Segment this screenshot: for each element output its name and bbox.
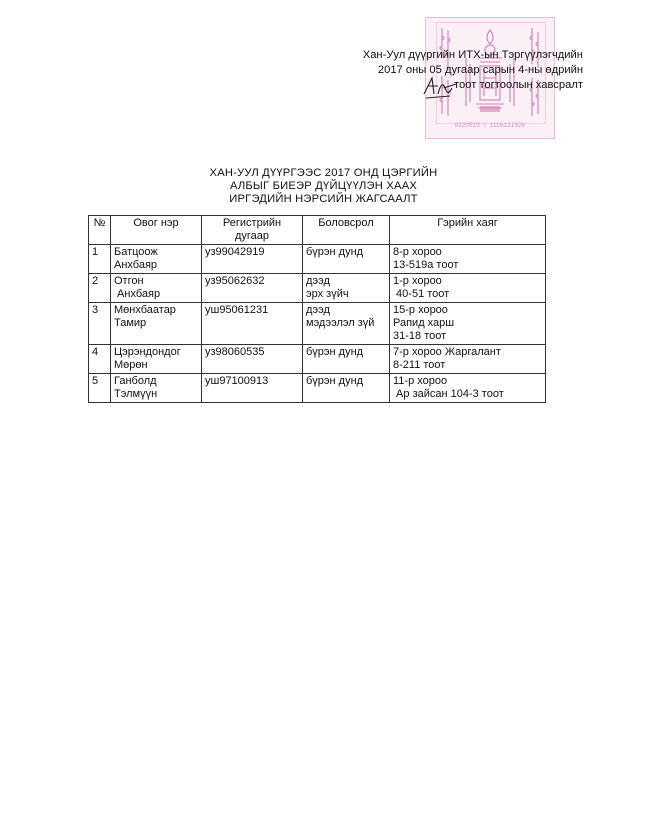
row-register-text: уз98060535 bbox=[205, 346, 265, 358]
row-name-text: Анхбаяр bbox=[114, 288, 161, 300]
row-name bbox=[111, 303, 202, 345]
signature-icon bbox=[420, 74, 460, 100]
stamp-number: 9120513 ☆ 1116121926 bbox=[454, 123, 526, 129]
row-address-text: 13-519а тоот bbox=[393, 259, 459, 271]
row-education bbox=[303, 303, 390, 345]
row-education-text: эрх зүйч bbox=[306, 288, 349, 300]
row-address-text: 11-р хороо bbox=[393, 375, 448, 387]
title-line-3: ИРГЭДИЙН НЭРСИЙН ЖАГСААЛТ bbox=[229, 193, 418, 205]
row-education bbox=[303, 374, 390, 403]
header-line-3: тоот тогтоолын хавсралт bbox=[454, 79, 583, 91]
table-row bbox=[89, 303, 546, 345]
row-address bbox=[390, 245, 546, 274]
row-education bbox=[303, 345, 390, 374]
row-address-text: Рапид харш bbox=[393, 317, 455, 329]
row-name-text: Мөнхбаатар bbox=[114, 304, 176, 316]
row-address bbox=[390, 274, 546, 303]
col-header-register: Регистрийн дугаар bbox=[202, 216, 303, 245]
col-header-name: Овог нэр bbox=[111, 216, 202, 245]
row-number-text: 1 bbox=[92, 246, 99, 258]
row-number-text: 2 bbox=[92, 275, 99, 287]
row-name-text: Анхбаяр bbox=[114, 259, 158, 271]
row-name-text: Цэрэндондог bbox=[114, 346, 181, 358]
table-body bbox=[89, 245, 546, 403]
row-education-text: бүрэн дунд bbox=[306, 246, 364, 258]
row-name-text: Тамир bbox=[114, 317, 147, 329]
row-name-text: Отгон bbox=[114, 275, 144, 287]
row-name bbox=[111, 374, 202, 403]
row-address-text: 8-211 тоот bbox=[393, 359, 446, 371]
row-education-text: дээд bbox=[306, 304, 330, 316]
row-number-text: 4 bbox=[92, 346, 99, 358]
row-education bbox=[303, 274, 390, 303]
row-number-text: 3 bbox=[92, 304, 99, 316]
row-address-text: 1-р хороо bbox=[393, 275, 442, 287]
row-education-text: дээд bbox=[306, 275, 330, 287]
row-address bbox=[390, 303, 546, 345]
row-number-text: 5 bbox=[92, 375, 99, 387]
row-education bbox=[303, 245, 390, 274]
row-number bbox=[89, 303, 111, 345]
row-number bbox=[89, 274, 111, 303]
row-name-text: Тэлмүүн bbox=[114, 388, 158, 400]
table-row bbox=[89, 345, 546, 374]
row-register-text: уз99042919 bbox=[205, 246, 265, 258]
row-register bbox=[202, 274, 303, 303]
row-education-text: мэдээлэл зүй bbox=[306, 317, 375, 329]
row-address-text: 15-р хороо bbox=[393, 304, 448, 316]
row-register-text: уш97100913 bbox=[205, 375, 269, 387]
row-address-text: 8-р хороо bbox=[393, 246, 442, 258]
row-register-text: уш95061231 bbox=[205, 304, 269, 316]
table-header-row bbox=[89, 216, 546, 245]
row-address-text: Ар зайсан 104-3 тоот bbox=[393, 388, 504, 400]
col-header-education: Боловсрол bbox=[303, 216, 390, 245]
row-name bbox=[111, 274, 202, 303]
row-name-text: Ганболд bbox=[114, 375, 157, 387]
row-register bbox=[202, 303, 303, 345]
row-education-text: бүрэн дунд bbox=[306, 375, 364, 387]
row-number bbox=[89, 374, 111, 403]
col-header-number: № bbox=[89, 216, 111, 245]
table-row bbox=[89, 274, 546, 303]
row-address-text: 7-р хороо Жаргалант bbox=[393, 346, 501, 358]
row-register bbox=[202, 345, 303, 374]
row-name bbox=[111, 345, 202, 374]
header-line-2: 2017 оны 05 дугаар сарын 4-ны өдрийн bbox=[377, 64, 583, 76]
row-name bbox=[111, 245, 202, 274]
row-register bbox=[202, 374, 303, 403]
row-name-text: Батцоож bbox=[114, 246, 158, 258]
row-register-text: уз95062632 bbox=[205, 275, 265, 287]
row-name-text: Мөрөн bbox=[114, 359, 148, 371]
row-register bbox=[202, 245, 303, 274]
citizen-list-table bbox=[88, 215, 546, 403]
table-row bbox=[89, 245, 546, 274]
table-row bbox=[89, 374, 546, 403]
row-address bbox=[390, 374, 546, 403]
row-address-text: 31-18 тоот bbox=[393, 330, 447, 342]
row-education-text: бүрэн дунд bbox=[306, 346, 364, 358]
row-number bbox=[89, 345, 111, 374]
row-number bbox=[89, 245, 111, 274]
col-header-address: Гэрийн хаяг bbox=[390, 216, 546, 245]
title-line-1: ХАН-УУЛ ДҮҮРГЭЭС 2017 ОНД ЦЭРГИЙН bbox=[209, 167, 438, 179]
row-address-text: 40-51 тоот bbox=[393, 288, 450, 300]
title-line-2: АЛБЫГ БИЕЭР ДҮЙЦҮҮЛЭН ХААХ bbox=[229, 180, 418, 192]
header-line-1: Хан-Уул дүүргийн ИТХ-ын Тэргүүлэгчдийн bbox=[362, 49, 583, 61]
row-address bbox=[390, 345, 546, 374]
